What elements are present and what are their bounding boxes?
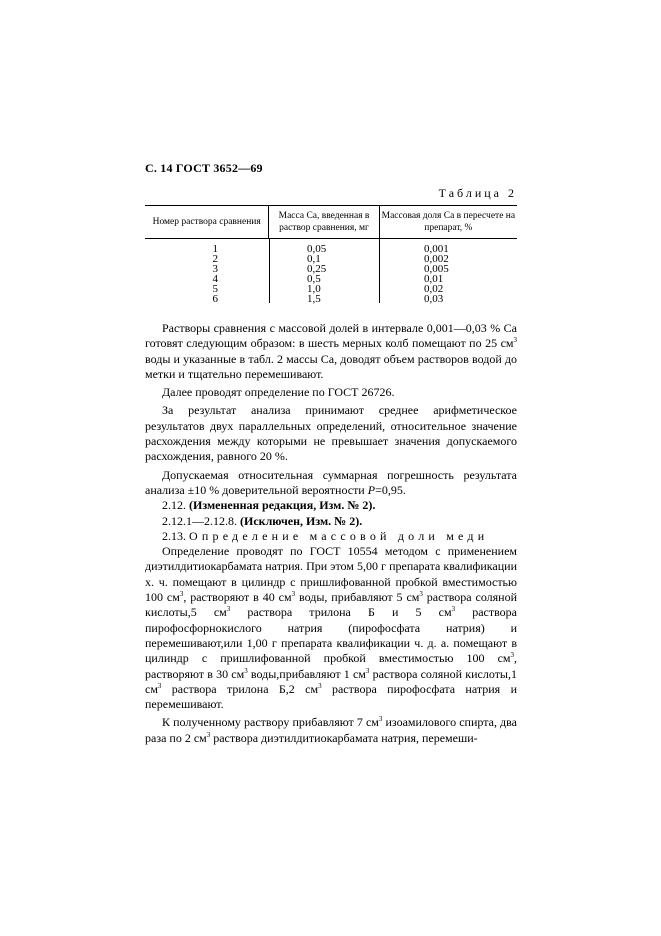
clause-2-12-1	[145, 514, 517, 529]
table-header-cell: Масса Са, введенная в раствор сравнения, мг	[268, 206, 378, 238]
table-cell: 1,0	[307, 283, 321, 295]
clause-number: 2.12.1—2.12.8.	[162, 513, 240, 528]
table-column-mass	[269, 239, 379, 303]
superscript: 3	[291, 590, 296, 599]
clause-number: 2.12.	[162, 498, 189, 513]
clause-note: (Исключен, Изм. № 2).	[240, 513, 363, 528]
text-run: воды, прибавляют 5 см	[295, 590, 420, 605]
text-run: =0,95.	[375, 482, 406, 497]
paragraph-extraction	[145, 715, 517, 746]
text-run: изоамилового спирта, два раза по 2 см	[145, 715, 517, 745]
text-run: К полученному раствору прибавляют 7 см	[162, 715, 379, 730]
text-run: воды и указанные в табл. 2 массы Са, доводят объем растворов водой до метки и тщательно перемешивают.	[145, 351, 517, 381]
superscript: 3	[451, 605, 456, 614]
table-header-row	[145, 206, 517, 239]
superscript: 3	[318, 681, 322, 690]
table-cell: 0,02	[424, 283, 444, 295]
text-run: Растворы сравнения с массовой долей в интервале 0,001—0,03 % Са готовят следующим образом: в шесть мерных колб помещают по 25 см	[145, 321, 517, 351]
table-cell: 0,001	[424, 243, 449, 255]
table-cell: 0,05	[307, 243, 327, 255]
text-run: , растворяют в 40 см	[183, 590, 292, 605]
table-cell: 0,25	[307, 263, 327, 275]
body-text	[145, 321, 517, 746]
table-cell: 4	[212, 273, 218, 285]
table-cell: 1,5	[307, 293, 321, 305]
table-cell: 6	[212, 293, 218, 305]
text-run: Определение проводят по ГОСТ 10554 методом с применением диэтилдитиокарбамата натрия. При этом 5,00 г препарата квалификации х. ч. помещают в цилиндр с пришлифованной пробкой вместимостью 100 см	[145, 544, 517, 605]
superscript: 3	[378, 715, 383, 724]
clause-2-13	[145, 529, 517, 544]
superscript: 3	[226, 605, 231, 614]
text-run: раствора пирофосфорнокислого натрия (пирофосфата натрия) и перемешивают,или 1,00 г препарата квалификации ч. д. а. помещают в цилиндр с пришлифованной пробкой вместимостью 100 см	[145, 605, 518, 666]
text-run: раствора пирофосфата натрия и перемешивают.	[145, 681, 517, 712]
text-run: воды,прибавляют 1 см	[247, 666, 366, 681]
text-run: раствора соляной кислоты,5 см	[145, 590, 518, 620]
table-column-number	[145, 239, 269, 303]
paragraph-copper-method	[145, 544, 517, 712]
table-cell: 0,5	[307, 273, 321, 285]
text-run-italic: Р	[367, 482, 376, 497]
text-run: раствора соляной кислоты,1 см	[145, 666, 517, 696]
text-run: Допускаемая относительная суммарная погрешность результата анализа ±10 % доверительной вероятности	[145, 467, 517, 497]
clause-note: (Измененная редакция, Изм. № 2).	[189, 498, 376, 513]
paragraph-reference-solutions	[145, 321, 517, 382]
superscript: 3	[510, 651, 514, 660]
table-header-cell: Массовая доля Са в пересчете на препарат, %	[379, 206, 517, 238]
superscript: 3	[365, 666, 370, 675]
superscript: 3	[206, 730, 211, 739]
paragraph-determination: Далее проводят определение по ГОСТ 26726.	[162, 385, 395, 400]
data-table	[145, 205, 517, 303]
text-run: раствора трилона Б и 5 см	[230, 605, 452, 620]
table-cell: 0,01	[424, 273, 444, 285]
superscript: 3	[419, 590, 423, 599]
clause-number: 2.13.	[162, 528, 189, 543]
table-column-fraction	[379, 239, 517, 303]
table-header-cell: Номер раствора сравнения	[152, 217, 261, 227]
section-heading: Определение массовой доли меди	[189, 528, 489, 543]
table-cell: 2	[212, 253, 218, 265]
table-cell: 3	[212, 263, 218, 275]
table-cell: 0,1	[307, 253, 321, 265]
table-cell: 1	[212, 243, 218, 255]
table-cell: 0,03	[424, 293, 444, 305]
table-cell: 0,002	[424, 253, 449, 265]
paragraph-result: За результат анализа принимают среднее арифметическое результатов двух параллельных определений, относительное значение расхождения между которыми не превышает значения допускаемого расхождения, равного 20 %.	[145, 403, 517, 464]
superscript: 3	[513, 336, 517, 345]
page-header: С. 14 ГОСТ 3652—69	[145, 161, 263, 175]
table-cell: 0,005	[424, 263, 449, 275]
table-body	[145, 239, 517, 303]
text-run: раствора трилона Б,2 см	[161, 681, 319, 696]
text-run: раствора диэтилдитиокарбамата натрия, перемеши-	[210, 730, 478, 745]
paragraph-error	[145, 468, 517, 499]
superscript: 3	[244, 666, 248, 675]
superscript: 3	[179, 590, 184, 599]
text-run: , растворяют в 30 см	[145, 651, 517, 681]
table-cell: 5	[212, 283, 218, 295]
table-title: Таблица 2	[438, 186, 517, 200]
clause-2-12	[145, 498, 517, 513]
superscript: 3	[157, 681, 162, 690]
